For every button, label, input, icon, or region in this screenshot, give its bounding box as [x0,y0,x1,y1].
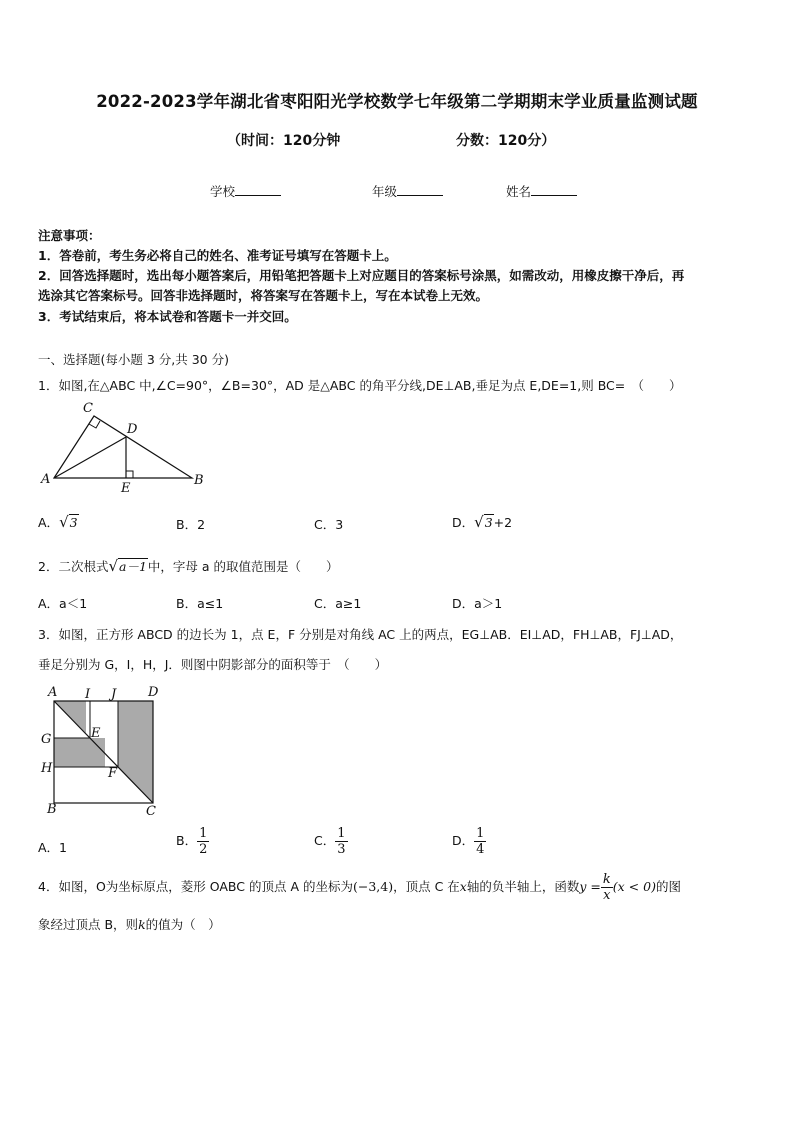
q2-option-d[interactable]: D．a＞1 [452,596,503,611]
q4-stem-line2: 象经过顶点 B，则k的值为（ ） [38,917,221,932]
q3-label-i: I [85,687,91,702]
q1-label-a: A [41,472,51,487]
name-blank [531,183,577,196]
q3-label-h: H [41,761,53,776]
q1-bisector-ad [54,437,126,478]
name-field [506,182,577,200]
q1-label-d: D [127,422,138,437]
note-item: 3．考试结束后，将本试卷和答题卡一并交回。 [38,309,297,324]
school-field [210,182,281,200]
q1-figure [38,398,218,494]
q3-option-c[interactable]: C． $\frac{1}{3}$ [314,826,346,857]
note-item: 2．回答选择题时，选出每小题答案后，用铅笔把答题卡上对应题目的答案标号涂黑，如需改动，用橡皮擦干净后，再 [38,268,685,283]
q1-right-angle-e [126,471,133,478]
grade-field [372,182,443,200]
q2-option-c[interactable]: C．a≥1 [314,596,362,611]
grade-label: 年级 [372,184,398,199]
q3-label-c: C [146,804,156,819]
q1-option-b[interactable]: B．2 [176,517,206,532]
grade-blank [397,183,443,196]
fraction: $\frac{1}{4}$ [476,826,485,857]
school-blank [235,183,281,196]
q2-option-b[interactable]: B．a≤1 [176,596,224,611]
q1-label-b: B [194,473,204,488]
school-label: 学校 [210,184,236,199]
fraction: $\frac{1}{3}$ [337,826,346,857]
q3-label-a: A [48,685,58,700]
q1-triangle-abc [54,416,192,478]
q3-label-f: F [108,766,118,781]
q1-label-c: C [83,401,93,416]
q3-shade-gh [54,738,105,767]
q3-shade-right [118,701,153,803]
q3-option-d[interactable]: D． $\frac{1}{4}$ [452,826,485,857]
q3-option-b[interactable]: B． $\frac{1}{2}$ [176,826,208,857]
q4-stem-line1: 4．如图，O为坐标原点，菱形 OABC 的顶点 A 的坐标为(−3,4)，顶点 C 在x轴的负半轴上，函数y = $\frac{k}{x}$ (x < 0)的图 [38,872,681,903]
q4-function-fraction: $\frac{k}{x}$ [602,872,611,903]
name-label: 姓名 [506,184,532,199]
note-item: 选涂其它答案标号。回答非选择题时，将答案写在答题卡上，写在本试卷上无效。 [38,288,489,303]
q2-option-a[interactable]: A．a＜1 [38,596,88,611]
q4-coord: (−3,4) [353,879,394,894]
sqrt-symbol: √a－1 [108,557,147,575]
q3-figure [38,682,168,820]
notes-heading: 注意事项： [38,228,101,243]
page-title: 2022-2023学年湖北省枣阳阳光学校数学七年级第二学期期末学业质量监测试题 [96,92,698,111]
q3-stem-line1: 3．如图，正方形 ABCD 的边长为 1，点 E，F 分别是对角线 AC 上的两点，EG⊥AB．EI⊥AD，FH⊥AB，FJ⊥AD， [38,627,683,642]
q1-option-a[interactable]: A．√3 [38,513,78,531]
q1-option-d[interactable]: D．√3+2 [452,513,513,531]
fraction: $\frac{1}{2}$ [199,826,208,857]
q1-label-e: E [121,481,131,494]
sqrt-symbol: √3 [59,513,78,531]
q3-label-j: J [111,687,117,702]
q3-option-a[interactable]: A．1 [38,840,68,855]
q3-label-g: G [41,732,52,747]
exam-score: 分数：120分） [456,133,556,149]
sqrt-symbol: √3 [474,513,493,531]
q3-label-d: D [148,685,159,700]
q3-label-b: B [47,802,57,817]
q1-stem: 1．如图,在△ABC 中,∠C=90°，∠B=30°，AD 是△ABC 的角平分线,DE⊥AB,垂足为点 E,DE=1,则 BC= （ ） [38,378,682,393]
q2-stem: 2．二次根式√a－1中，字母 a 的取值范围是（ ） [38,557,339,575]
note-item: 1．答卷前，考生务必将自己的姓名、准考证号填写在答题卡上。 [38,248,397,263]
section-heading: 一、选择题(每小题 3 分,共 30 分) [38,352,229,367]
exam-time: （时间：120分钟 [227,133,341,149]
q3-label-e: E [91,726,101,741]
q3-stem-line2: 垂足分别为 G，I，H，J．则图中阴影部分的面积等于 （ ） [38,657,388,672]
q1-option-c[interactable]: C．3 [314,517,344,532]
